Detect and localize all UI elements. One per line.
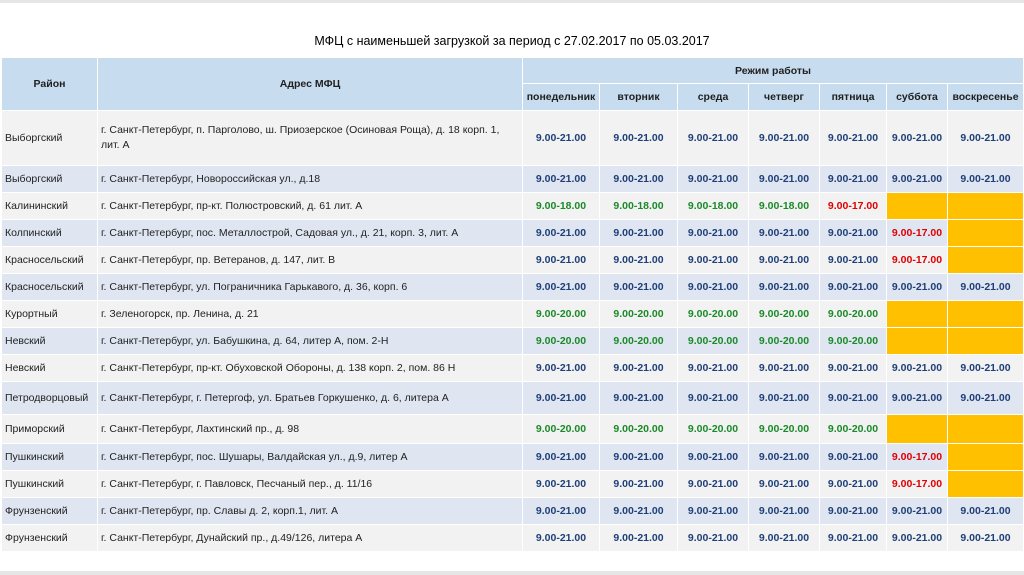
table-row <box>2 301 1024 328</box>
address-cell: г. Санкт-Петербург, пр-кт. Полюстровский, д. 61 лит. А <box>98 193 523 220</box>
hours-cell: 9.00-21.00 <box>820 220 887 247</box>
hours-cell: 9.00-20.00 <box>820 301 887 328</box>
hours-cell: 9.00-21.00 <box>820 111 887 166</box>
closed-cell <box>948 247 1024 274</box>
hours-cell: 9.00-21.00 <box>749 355 820 382</box>
hours-cell: 9.00-21.00 <box>948 274 1024 301</box>
closed-cell <box>948 471 1024 498</box>
hours-cell: 9.00-20.00 <box>600 301 678 328</box>
closed-cell <box>887 301 948 328</box>
hours-cell: 9.00-21.00 <box>678 274 749 301</box>
district-cell: Выборгский <box>2 111 98 166</box>
closed-cell <box>948 301 1024 328</box>
header-day: вторник <box>600 84 678 111</box>
hours-cell: 9.00-21.00 <box>887 274 948 301</box>
hours-cell: 9.00-20.00 <box>678 328 749 355</box>
address-cell: г. Санкт-Петербург, пос. Шушары, Валдайская ул., д.9, литер А <box>98 444 523 471</box>
hours-cell: 9.00-21.00 <box>749 274 820 301</box>
hours-cell: 9.00-21.00 <box>948 525 1024 552</box>
closed-cell <box>887 193 948 220</box>
header-address: Адрес МФЦ <box>98 58 523 111</box>
table-row <box>2 498 1024 525</box>
hours-cell: 9.00-21.00 <box>523 444 600 471</box>
district-cell: Невский <box>2 328 98 355</box>
hours-cell: 9.00-21.00 <box>523 111 600 166</box>
district-cell: Колпинский <box>2 220 98 247</box>
address-cell: г. Санкт-Петербург, ул. Пограничника Гарькавого, д. 36, корп. 6 <box>98 274 523 301</box>
closed-cell <box>948 444 1024 471</box>
district-cell: Петродворцовый <box>2 382 98 415</box>
address-cell: г. Санкт-Петербург, п. Парголово, ш. Приозерское (Осиновая Роща), д. 18 корп. 1, лит. А <box>98 111 523 166</box>
address-cell: г. Санкт-Петербург, г. Петергоф, ул. Братьев Горкушенко, д. 6, литера А <box>98 382 523 415</box>
table-row <box>2 525 1024 552</box>
hours-cell: 9.00-21.00 <box>820 498 887 525</box>
hours-cell: 9.00-18.00 <box>600 193 678 220</box>
hours-cell: 9.00-17.00 <box>887 220 948 247</box>
hours-cell: 9.00-18.00 <box>678 193 749 220</box>
hours-cell: 9.00-20.00 <box>523 301 600 328</box>
hours-cell: 9.00-21.00 <box>749 111 820 166</box>
header-day: понедельник <box>523 84 600 111</box>
closed-cell <box>887 328 948 355</box>
hours-cell: 9.00-18.00 <box>523 193 600 220</box>
hours-cell: 9.00-21.00 <box>678 382 749 415</box>
page-title: МФЦ с наименьшей загрузкой за период с 27.02.2017 по 05.03.2017 <box>314 34 710 48</box>
district-cell: Выборгский <box>2 166 98 193</box>
hours-cell: 9.00-21.00 <box>887 111 948 166</box>
district-cell: Красносельский <box>2 247 98 274</box>
hours-cell: 9.00-21.00 <box>523 525 600 552</box>
district-cell: Пушкинский <box>2 471 98 498</box>
table-row <box>2 444 1024 471</box>
table-row <box>2 111 1024 166</box>
hours-cell: 9.00-21.00 <box>523 471 600 498</box>
hours-cell: 9.00-20.00 <box>749 415 820 444</box>
hours-cell: 9.00-21.00 <box>820 382 887 415</box>
hours-cell: 9.00-21.00 <box>600 471 678 498</box>
hours-cell: 9.00-17.00 <box>887 444 948 471</box>
address-cell: г. Санкт-Петербург, Лахтинский пр., д. 98 <box>98 415 523 444</box>
hours-cell: 9.00-21.00 <box>523 274 600 301</box>
hours-cell: 9.00-21.00 <box>678 166 749 193</box>
hours-cell: 9.00-21.00 <box>820 444 887 471</box>
hours-cell: 9.00-21.00 <box>749 166 820 193</box>
hours-cell: 9.00-21.00 <box>887 382 948 415</box>
hours-cell: 9.00-21.00 <box>600 525 678 552</box>
hours-cell: 9.00-21.00 <box>887 166 948 193</box>
closed-cell <box>948 328 1024 355</box>
hours-cell: 9.00-17.00 <box>887 247 948 274</box>
district-cell: Пушкинский <box>2 444 98 471</box>
district-cell: Фрунзенский <box>2 525 98 552</box>
address-cell: г. Зеленогорск, пр. Ленина, д. 21 <box>98 301 523 328</box>
address-cell: г. Санкт-Петербург, пос. Металлострой, Садовая ул., д. 21, корп. 3, лит. А <box>98 220 523 247</box>
hours-cell: 9.00-20.00 <box>523 415 600 444</box>
hours-cell: 9.00-21.00 <box>749 382 820 415</box>
hours-cell: 9.00-21.00 <box>948 166 1024 193</box>
table-row <box>2 355 1024 382</box>
hours-cell: 9.00-21.00 <box>600 498 678 525</box>
hours-cell: 9.00-18.00 <box>749 193 820 220</box>
hours-cell: 9.00-21.00 <box>600 355 678 382</box>
schedule-table <box>1 57 1024 552</box>
header-day: пятница <box>820 84 887 111</box>
table-row <box>2 166 1024 193</box>
hours-cell: 9.00-17.00 <box>820 193 887 220</box>
district-cell: Фрунзенский <box>2 498 98 525</box>
hours-cell: 9.00-21.00 <box>749 220 820 247</box>
table-row <box>2 274 1024 301</box>
header-day: воскресенье <box>948 84 1024 111</box>
closed-cell <box>887 415 948 444</box>
hours-cell: 9.00-20.00 <box>749 301 820 328</box>
table-row <box>2 415 1024 444</box>
hours-cell: 9.00-21.00 <box>600 382 678 415</box>
hours-cell: 9.00-21.00 <box>749 525 820 552</box>
hours-cell: 9.00-21.00 <box>678 525 749 552</box>
hours-cell: 9.00-21.00 <box>678 247 749 274</box>
hours-cell: 9.00-21.00 <box>678 220 749 247</box>
hours-cell: 9.00-20.00 <box>600 328 678 355</box>
table-row <box>2 193 1024 220</box>
address-cell: г. Санкт-Петербург, г. Павловск, Песчаный пер., д. 11/16 <box>98 471 523 498</box>
hours-cell: 9.00-21.00 <box>523 355 600 382</box>
hours-cell: 9.00-21.00 <box>820 247 887 274</box>
table-row <box>2 382 1024 415</box>
hours-cell: 9.00-21.00 <box>600 444 678 471</box>
hours-cell: 9.00-21.00 <box>749 444 820 471</box>
district-cell: Приморский <box>2 415 98 444</box>
hours-cell: 9.00-21.00 <box>523 247 600 274</box>
hours-cell: 9.00-20.00 <box>678 415 749 444</box>
hours-cell: 9.00-21.00 <box>600 274 678 301</box>
header-day: четверг <box>749 84 820 111</box>
hours-cell: 9.00-21.00 <box>678 111 749 166</box>
hours-cell: 9.00-21.00 <box>678 498 749 525</box>
hours-cell: 9.00-21.00 <box>820 525 887 552</box>
header-day: среда <box>678 84 749 111</box>
hours-cell: 9.00-21.00 <box>523 382 600 415</box>
header-district: Район <box>2 58 98 111</box>
closed-cell <box>948 415 1024 444</box>
closed-cell <box>948 220 1024 247</box>
table-body <box>2 111 1024 552</box>
table-row <box>2 471 1024 498</box>
hours-cell: 9.00-20.00 <box>600 415 678 444</box>
hours-cell: 9.00-21.00 <box>749 247 820 274</box>
address-cell: г. Санкт-Петербург, пр. Ветеранов, д. 147, лит. В <box>98 247 523 274</box>
hours-cell: 9.00-21.00 <box>820 166 887 193</box>
district-cell: Красносельский <box>2 274 98 301</box>
hours-cell: 9.00-21.00 <box>749 471 820 498</box>
hours-cell: 9.00-21.00 <box>820 355 887 382</box>
hours-cell: 9.00-21.00 <box>948 498 1024 525</box>
address-cell: г. Санкт-Петербург, Дунайский пр., д.49/126, литера А <box>98 525 523 552</box>
district-cell: Невский <box>2 355 98 382</box>
district-cell: Курортный <box>2 301 98 328</box>
hours-cell: 9.00-21.00 <box>887 525 948 552</box>
address-cell: г. Санкт-Петербург, пр-кт. Обуховской Обороны, д. 138 корп. 2, пом. 86 Н <box>98 355 523 382</box>
header-schedule: Режим работы <box>523 58 1024 84</box>
hours-cell: 9.00-21.00 <box>887 498 948 525</box>
hours-cell: 9.00-21.00 <box>523 166 600 193</box>
table-row <box>2 247 1024 274</box>
address-cell: г. Санкт-Петербург, Новороссийская ул., д.18 <box>98 166 523 193</box>
table-row <box>2 328 1024 355</box>
hours-cell: 9.00-21.00 <box>678 355 749 382</box>
bottom-divider <box>0 571 1024 575</box>
hours-cell: 9.00-21.00 <box>600 111 678 166</box>
top-divider <box>0 0 1024 3</box>
hours-cell: 9.00-21.00 <box>600 247 678 274</box>
hours-cell: 9.00-21.00 <box>600 166 678 193</box>
hours-cell: 9.00-21.00 <box>820 471 887 498</box>
hours-cell: 9.00-17.00 <box>887 471 948 498</box>
hours-cell: 9.00-21.00 <box>523 498 600 525</box>
address-cell: г. Санкт-Петербург, ул. Бабушкина, д. 64, литер А, пом. 2-Н <box>98 328 523 355</box>
header-day: суббота <box>887 84 948 111</box>
address-cell: г. Санкт-Петербург, пр. Славы д. 2, корп.1, лит. А <box>98 498 523 525</box>
hours-cell: 9.00-21.00 <box>948 382 1024 415</box>
hours-cell: 9.00-21.00 <box>887 355 948 382</box>
hours-cell: 9.00-20.00 <box>820 328 887 355</box>
hours-cell: 9.00-20.00 <box>678 301 749 328</box>
hours-cell: 9.00-21.00 <box>678 471 749 498</box>
hours-cell: 9.00-21.00 <box>948 355 1024 382</box>
hours-cell: 9.00-21.00 <box>600 220 678 247</box>
hours-cell: 9.00-21.00 <box>523 220 600 247</box>
closed-cell <box>948 193 1024 220</box>
hours-cell: 9.00-21.00 <box>820 274 887 301</box>
hours-cell: 9.00-21.00 <box>678 444 749 471</box>
district-cell: Калининский <box>2 193 98 220</box>
table-row <box>2 220 1024 247</box>
hours-cell: 9.00-20.00 <box>523 328 600 355</box>
hours-cell: 9.00-21.00 <box>749 498 820 525</box>
hours-cell: 9.00-20.00 <box>820 415 887 444</box>
hours-cell: 9.00-20.00 <box>749 328 820 355</box>
hours-cell: 9.00-21.00 <box>948 111 1024 166</box>
